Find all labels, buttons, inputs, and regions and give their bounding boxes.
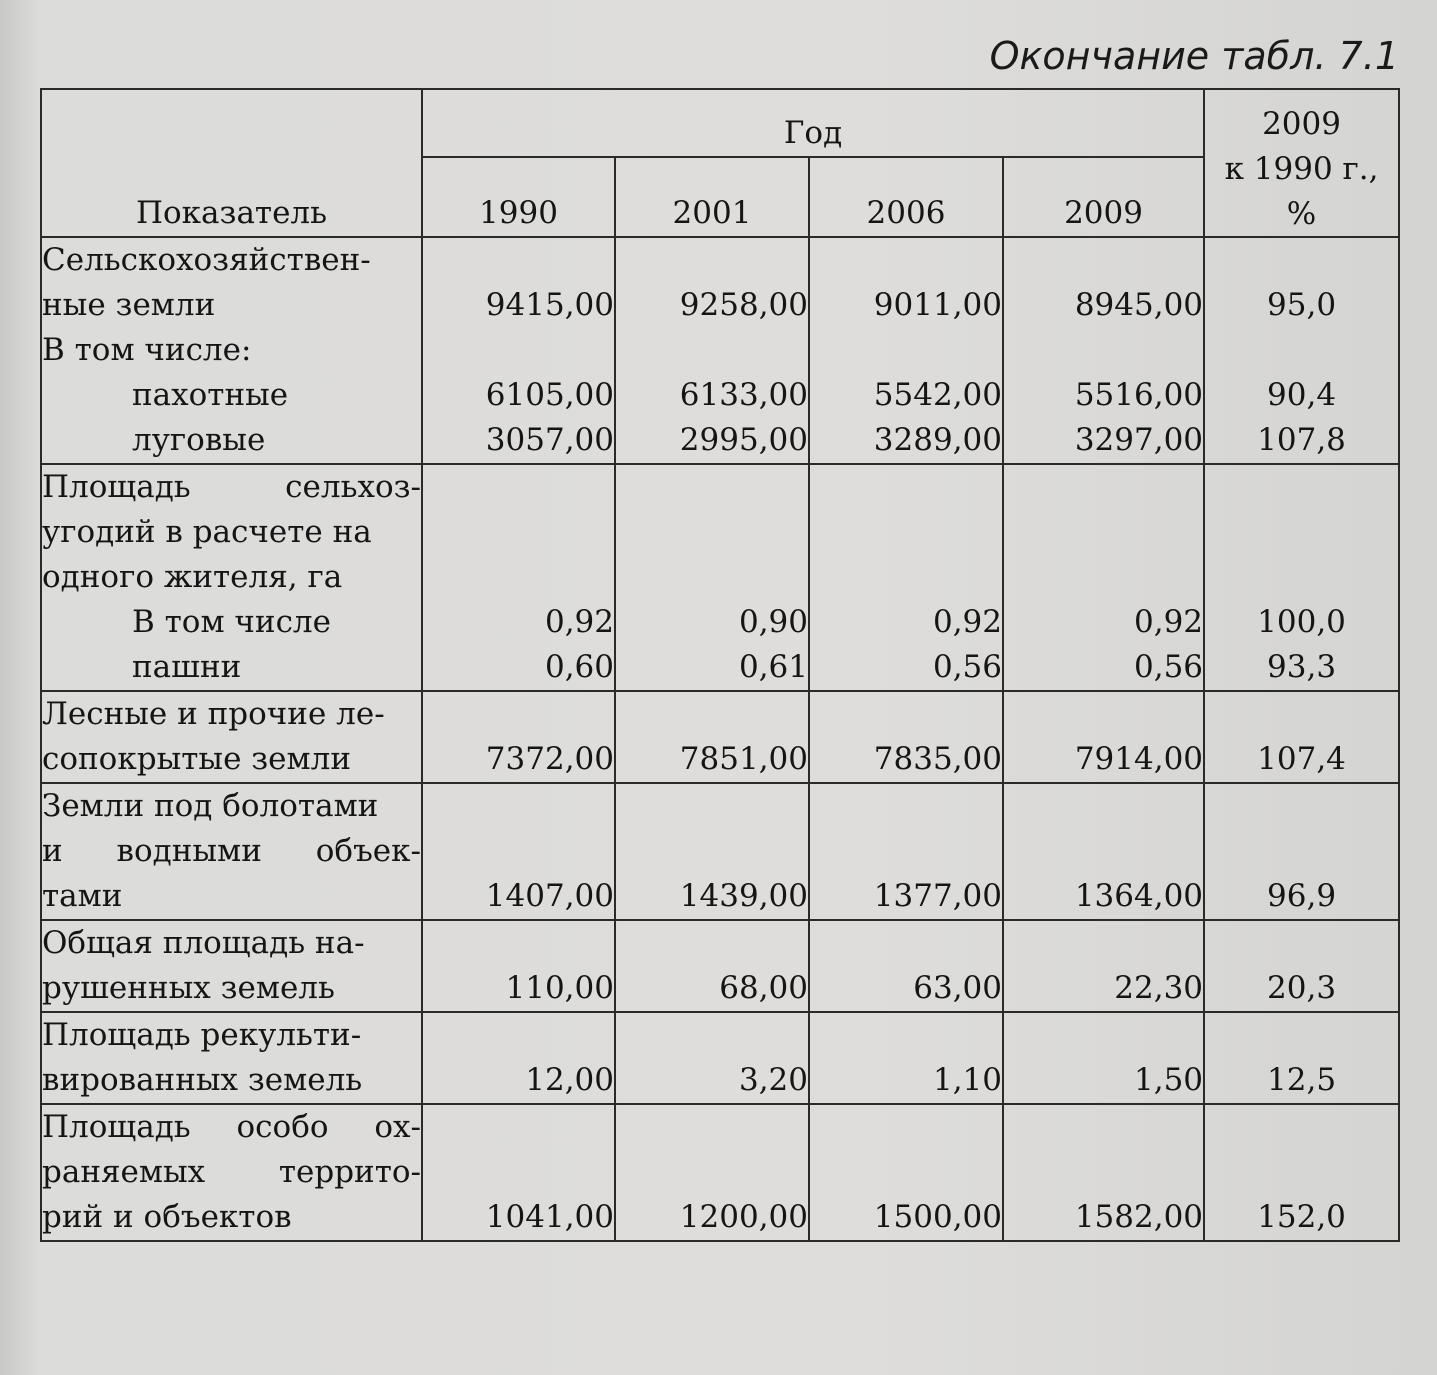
- value-percent: [1204, 920, 1399, 1012]
- value-2006-line: [810, 465, 1002, 510]
- value-percent-line: 100,0: [1257, 604, 1346, 640]
- value-1990-line: 1041,00: [485, 1199, 614, 1235]
- value-2006-line: 1500,00: [873, 1199, 1002, 1235]
- value-percent-line: [1205, 921, 1398, 966]
- value-2001-line: 9258,00: [679, 287, 808, 323]
- value-2009-line: 1582,00: [1074, 1199, 1204, 1235]
- value-percent-line: [1205, 829, 1398, 874]
- value-percent-line: 90,4: [1267, 377, 1337, 413]
- value-2001-line: 6133,00: [679, 377, 808, 413]
- value-1990-line: [423, 555, 614, 600]
- value-2006-line: [810, 829, 1002, 874]
- value-2001-line: [616, 238, 808, 283]
- value-percent: [1204, 464, 1399, 691]
- value-2009-line: [1004, 692, 1203, 737]
- value-1990: [422, 691, 615, 783]
- row-label: [41, 464, 422, 691]
- row-label-line: Земли под болотами: [42, 788, 379, 824]
- value-2009: [1003, 1104, 1204, 1241]
- value-1990-line: 0,60: [544, 649, 614, 685]
- row-label: [41, 1104, 422, 1241]
- value-1990-line: 7372,00: [485, 741, 614, 777]
- value-2009-line: [1004, 829, 1203, 874]
- row-label-line: Площадь сельхоз-: [42, 469, 421, 505]
- value-2001: [615, 783, 809, 920]
- value-2001: [615, 920, 809, 1012]
- value-2006-line: [810, 692, 1002, 737]
- value-2009-line: [1004, 465, 1203, 510]
- value-2006-line: [810, 238, 1002, 283]
- value-percent-line: 12,5: [1267, 1062, 1337, 1098]
- value-percent-line: 107,4: [1257, 741, 1346, 777]
- value-2009: [1003, 920, 1204, 1012]
- value-percent-line: [1205, 555, 1398, 600]
- value-2001-line: 3,20: [738, 1062, 808, 1098]
- row-label-line: раняемых террито-: [42, 1154, 421, 1190]
- value-2006-line: [810, 1150, 1002, 1195]
- row-label-line: Площадь особо ох-: [42, 1109, 421, 1145]
- value-1990-line: 6105,00: [485, 377, 614, 413]
- value-percent: [1204, 691, 1399, 783]
- row-label-line: угодий в расчете на: [42, 514, 372, 550]
- value-2006: [809, 783, 1003, 920]
- table-row: [41, 1012, 1399, 1104]
- value-2009-line: 5516,00: [1074, 377, 1204, 413]
- row-label-line: В том числе: [132, 604, 331, 640]
- value-2006: [809, 691, 1003, 783]
- value-2001-line: 1200,00: [679, 1199, 808, 1235]
- value-2006-line: [810, 1105, 1002, 1150]
- value-percent-line: [1205, 784, 1398, 829]
- table-row: [41, 691, 1399, 783]
- value-1990-line: 9415,00: [485, 287, 614, 323]
- value-1990-line: [423, 465, 614, 510]
- value-2001-line: 2995,00: [679, 422, 808, 458]
- value-1990-line: 1407,00: [485, 878, 614, 914]
- value-percent-line: [1205, 1013, 1398, 1058]
- value-1990: [422, 464, 615, 691]
- header-ratio-line2: к 1990 г.,: [1224, 151, 1379, 187]
- header-year-2001: 2001: [615, 157, 809, 237]
- value-percent-line: [1205, 328, 1398, 373]
- value-1990-line: [423, 829, 614, 874]
- row-label: [41, 783, 422, 920]
- value-1990: [422, 783, 615, 920]
- row-label-line: Лесные и прочие ле-: [42, 696, 385, 732]
- value-2009-line: 8945,00: [1074, 287, 1204, 323]
- value-2001-line: [616, 555, 808, 600]
- header-indicator: Показатель: [41, 89, 422, 237]
- table-body: [41, 237, 1399, 1241]
- value-2001-line: 0,90: [738, 604, 808, 640]
- value-1990-line: [423, 1013, 614, 1058]
- row-label-line: ные земли: [42, 287, 216, 323]
- table-row: [41, 920, 1399, 1012]
- value-2001-line: [616, 829, 808, 874]
- table-row: [41, 783, 1399, 920]
- land-fund-table: [40, 88, 1400, 1242]
- value-2009-line: 0,56: [1134, 649, 1204, 685]
- value-2009-line: 1,50: [1134, 1062, 1204, 1098]
- value-2006: [809, 237, 1003, 464]
- value-2009: [1003, 237, 1204, 464]
- value-2009-line: [1004, 1150, 1203, 1195]
- value-2001-line: [616, 692, 808, 737]
- value-2006-line: 1377,00: [873, 878, 1002, 914]
- row-label-line: рушенных земель: [42, 970, 335, 1006]
- value-percent-line: 20,3: [1267, 970, 1337, 1006]
- value-2006-line: 5542,00: [873, 377, 1002, 413]
- value-2006-line: [810, 921, 1002, 966]
- table-row: [41, 237, 1399, 464]
- header-ratio-line1: 2009: [1262, 106, 1341, 142]
- header-ratio: [1204, 89, 1399, 237]
- row-label: [41, 1012, 422, 1104]
- row-label-line: луговые: [132, 422, 266, 458]
- row-label-line: Общая площадь на-: [42, 925, 365, 961]
- value-1990-line: [423, 328, 614, 373]
- value-percent-line: 93,3: [1267, 649, 1337, 685]
- value-1990-line: [423, 1105, 614, 1150]
- value-2006-line: 3289,00: [873, 422, 1002, 458]
- row-label-line: Площадь рекульти-: [42, 1017, 362, 1053]
- value-2009-line: [1004, 921, 1203, 966]
- value-2009-line: [1004, 1105, 1203, 1150]
- value-2009: [1003, 1012, 1204, 1104]
- value-2006: [809, 1012, 1003, 1104]
- value-2009-line: [1004, 784, 1203, 829]
- value-percent: [1204, 1104, 1399, 1241]
- value-2001-line: 7851,00: [679, 741, 808, 777]
- header-year-group: Год: [422, 89, 1204, 157]
- value-percent-line: [1205, 465, 1398, 510]
- value-2006: [809, 920, 1003, 1012]
- value-2001-line: 0,61: [738, 649, 808, 685]
- row-label-line: рий и объектов: [42, 1199, 292, 1235]
- value-percent-line: [1205, 510, 1398, 555]
- value-2001: [615, 1104, 809, 1241]
- value-1990-line: 110,00: [505, 970, 614, 1006]
- value-1990: [422, 237, 615, 464]
- row-label-line: сопокрытые земли: [42, 741, 351, 777]
- value-2009: [1003, 783, 1204, 920]
- row-label: [41, 237, 422, 464]
- value-2006-line: 7835,00: [873, 741, 1002, 777]
- value-1990-line: [423, 692, 614, 737]
- value-2001: [615, 237, 809, 464]
- value-1990-line: [423, 510, 614, 555]
- value-1990-line: 3057,00: [485, 422, 614, 458]
- value-2009-line: [1004, 328, 1203, 373]
- value-2006-line: 0,92: [932, 604, 1002, 640]
- value-2009-line: [1004, 510, 1203, 555]
- row-label-line: пахотные: [132, 377, 289, 413]
- value-2009: [1003, 691, 1204, 783]
- header-ratio-line3: %: [1286, 196, 1317, 232]
- value-2009-line: 1364,00: [1074, 878, 1204, 914]
- value-2006-line: [810, 1013, 1002, 1058]
- table-row: [41, 464, 1399, 691]
- value-percent-line: [1205, 692, 1398, 737]
- row-label-line: вированных земель: [42, 1062, 363, 1098]
- value-2009: [1003, 464, 1204, 691]
- value-2009-line: [1004, 238, 1203, 283]
- value-1990: [422, 920, 615, 1012]
- value-percent-line: 152,0: [1257, 1199, 1346, 1235]
- value-2006: [809, 1104, 1003, 1241]
- value-2001-line: [616, 510, 808, 555]
- value-1990-line: [423, 238, 614, 283]
- value-2009-line: [1004, 555, 1203, 600]
- table-caption: Окончание табл. 7.1: [989, 34, 1399, 78]
- value-2001-line: [616, 1013, 808, 1058]
- value-2006: [809, 464, 1003, 691]
- row-label-line: одного жителя, га: [42, 559, 343, 595]
- value-2001-line: 1439,00: [679, 878, 808, 914]
- value-1990: [422, 1104, 615, 1241]
- value-2001-line: [616, 465, 808, 510]
- value-percent: [1204, 237, 1399, 464]
- value-2009-line: 0,92: [1134, 604, 1204, 640]
- value-percent-line: [1205, 1105, 1398, 1150]
- value-2009-line: 22,30: [1114, 970, 1204, 1006]
- row-label-line: пашни: [132, 649, 242, 685]
- value-2001-line: [616, 921, 808, 966]
- value-2001-line: [616, 784, 808, 829]
- value-percent-line: [1205, 1150, 1398, 1195]
- value-2006-line: [810, 784, 1002, 829]
- value-2006-line: 0,56: [932, 649, 1002, 685]
- value-1990-line: 12,00: [525, 1062, 614, 1098]
- value-2001-line: [616, 1150, 808, 1195]
- value-percent-line: 107,8: [1257, 422, 1346, 458]
- row-label-line: В том числе:: [42, 332, 252, 368]
- value-2009-line: 3297,00: [1074, 422, 1204, 458]
- row-label-line: Сельскохозяйствен-: [42, 242, 371, 278]
- table-row: [41, 1104, 1399, 1241]
- row-label-line: и водными объек-: [42, 833, 421, 869]
- table-header-row: [41, 89, 1399, 157]
- header-year-1990: 1990: [422, 157, 615, 237]
- row-label: [41, 691, 422, 783]
- value-2001: [615, 464, 809, 691]
- header-year-2006: 2006: [809, 157, 1003, 237]
- value-2006-line: 1,10: [932, 1062, 1002, 1098]
- value-percent: [1204, 1012, 1399, 1104]
- value-percent-line: 95,0: [1267, 287, 1337, 323]
- value-percent-line: [1205, 238, 1398, 283]
- value-1990-line: [423, 784, 614, 829]
- value-1990-line: [423, 1150, 614, 1195]
- row-label-line: тами: [42, 878, 123, 914]
- value-2006-line: [810, 510, 1002, 555]
- header-year-2009: 2009: [1003, 157, 1204, 237]
- value-2001: [615, 691, 809, 783]
- value-1990: [422, 1012, 615, 1104]
- value-2001-line: [616, 328, 808, 373]
- value-2001-line: [616, 1105, 808, 1150]
- value-2009-line: [1004, 1013, 1203, 1058]
- value-2006-line: 63,00: [913, 970, 1002, 1006]
- value-1990-line: 0,92: [544, 604, 614, 640]
- value-2006-line: [810, 555, 1002, 600]
- value-2001-line: 68,00: [719, 970, 808, 1006]
- value-2006-line: 9011,00: [873, 287, 1002, 323]
- value-percent-line: 96,9: [1267, 878, 1337, 914]
- value-1990-line: [423, 921, 614, 966]
- value-2006-line: [810, 328, 1002, 373]
- value-2001: [615, 1012, 809, 1104]
- value-2009-line: 7914,00: [1074, 741, 1204, 777]
- value-percent: [1204, 783, 1399, 920]
- row-label: [41, 920, 422, 1012]
